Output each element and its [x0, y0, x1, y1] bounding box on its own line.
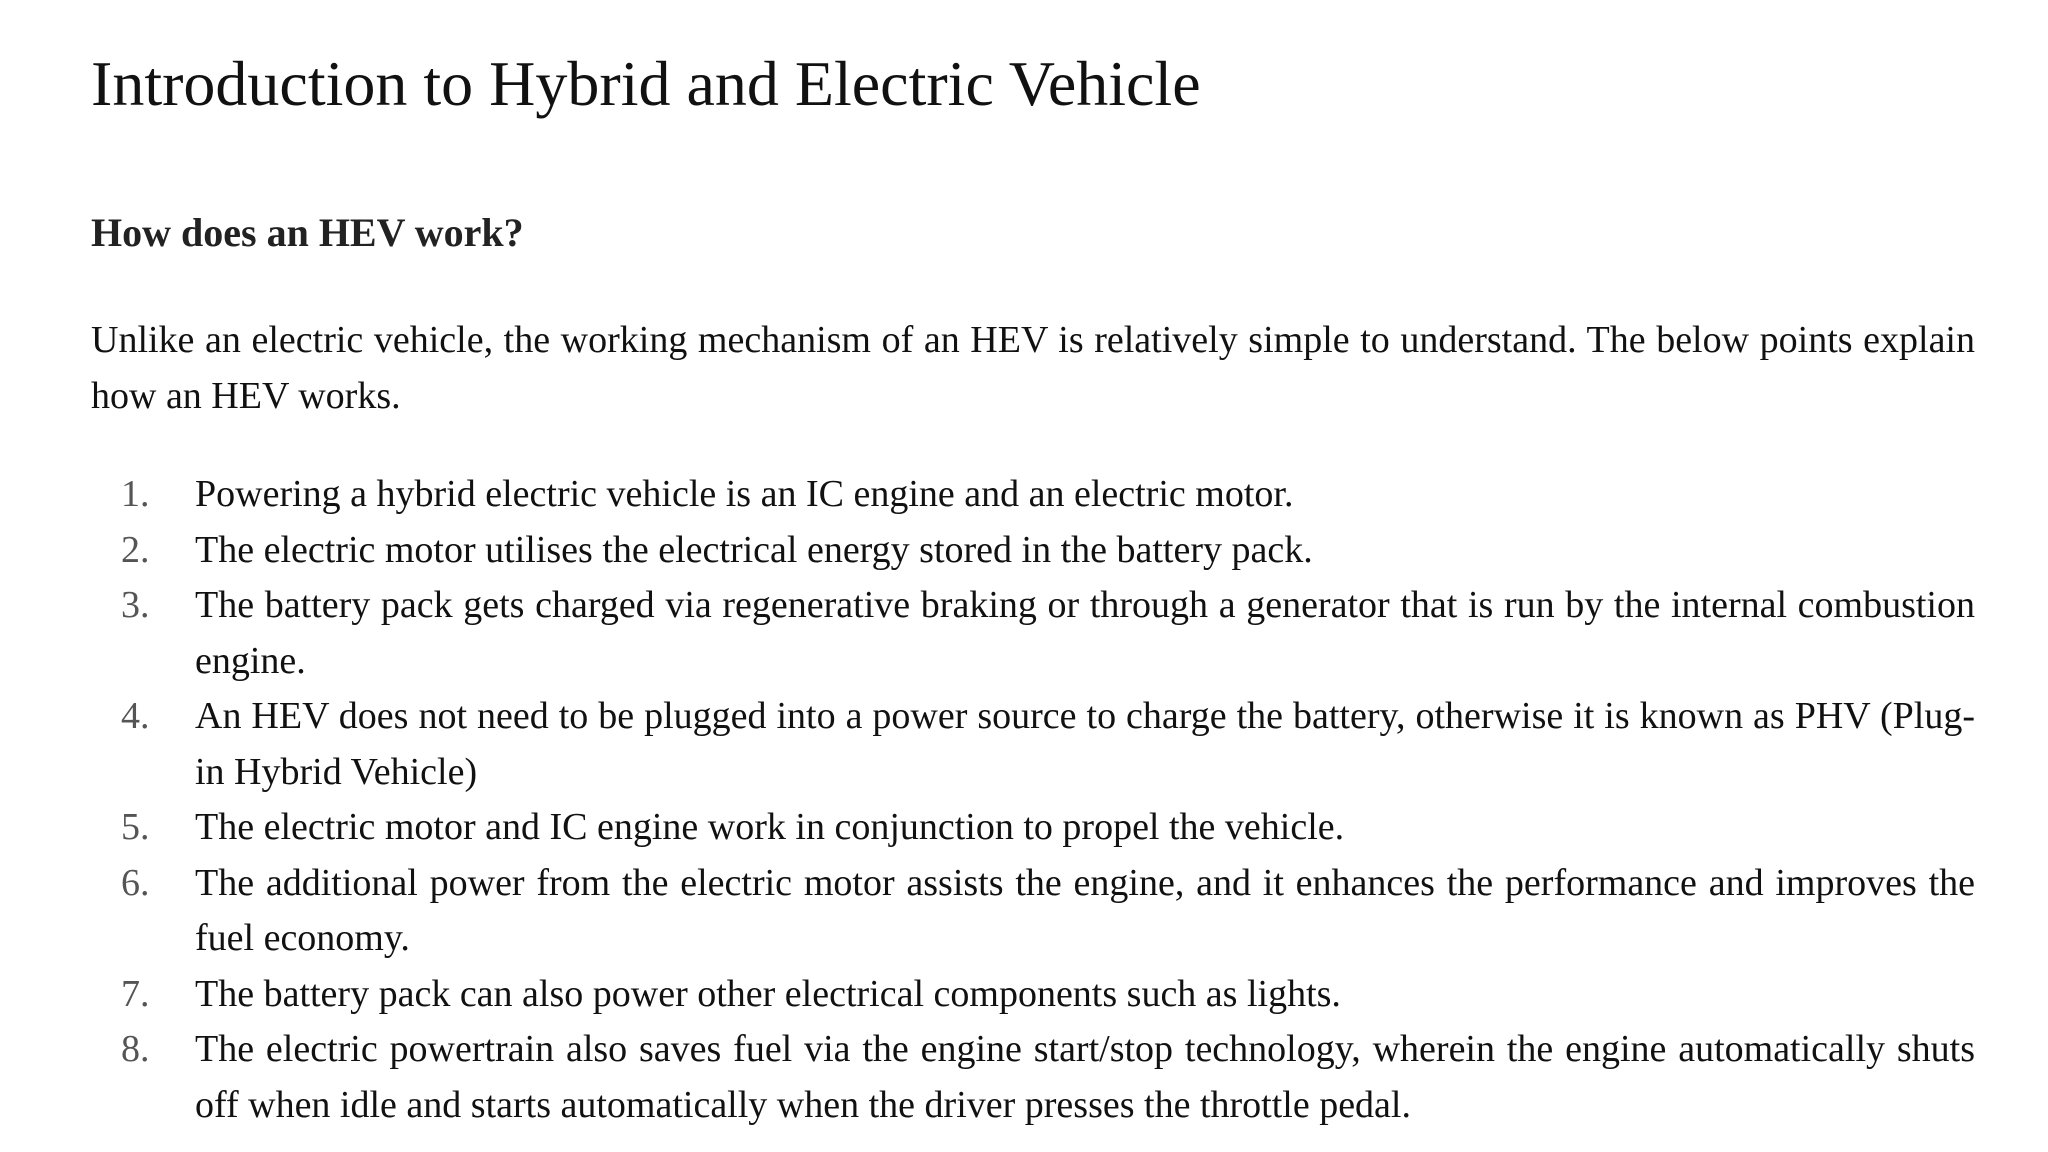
list-item-number: 5.: [121, 806, 150, 848]
list-item-text: The battery pack can also power other electrical components such as lights.: [195, 972, 1341, 1015]
page-title: Introduction to Hybrid and Electric Vehicle: [91, 48, 1201, 119]
list-item-text: The additional power from the electric motor assists the engine, and it enhances the performance and improves the fuel economy.: [195, 861, 1975, 959]
numbered-list: [91, 467, 1975, 1133]
list-item: [91, 689, 1975, 800]
list-item-number: 8.: [121, 1028, 150, 1070]
list-item: [91, 578, 1975, 689]
list-item: [91, 800, 1975, 856]
list-item-text: An HEV does not need to be plugged into a power source to charge the battery, otherwise it is known as PHV (Plug-in Hybrid Vehicle): [195, 695, 1975, 793]
list-item: [91, 967, 1975, 1023]
list-item: [91, 523, 1975, 579]
list-item-text: The electric motor utilises the electrical energy stored in the battery pack.: [195, 528, 1313, 571]
list-item-number: 7.: [121, 972, 150, 1015]
list-item-number: 2.: [121, 528, 150, 571]
list-item-number: 1.: [121, 473, 150, 515]
list-item-text: The electric motor and IC engine work in conjunction to propel the vehicle.: [195, 806, 1345, 848]
list-item-number: 3.: [121, 584, 150, 626]
intro-paragraph: Unlike an electric vehicle, the working mechanism of an HEV is relatively simple to understand. The below points explain how an HEV works.: [91, 319, 1975, 417]
list-item: [91, 1022, 1975, 1133]
section-heading: How does an HEV work?: [91, 210, 524, 255]
list-item: [91, 856, 1975, 967]
list-item-number: 6.: [121, 861, 150, 904]
list-item-number: 4.: [121, 695, 150, 737]
list-item: [91, 467, 1975, 523]
list-item-text: The battery pack gets charged via regenerative braking or through a generator that is run by the internal combustion engine.: [195, 584, 1975, 682]
list-item-text: Powering a hybrid electric vehicle is an IC engine and an electric motor.: [195, 473, 1294, 515]
list-item-text: The electric powertrain also saves fuel via the engine start/stop technology, wherein the engine automatically shuts off when idle and starts automatically when the driver presses the throttle pedal.: [195, 1028, 1975, 1126]
